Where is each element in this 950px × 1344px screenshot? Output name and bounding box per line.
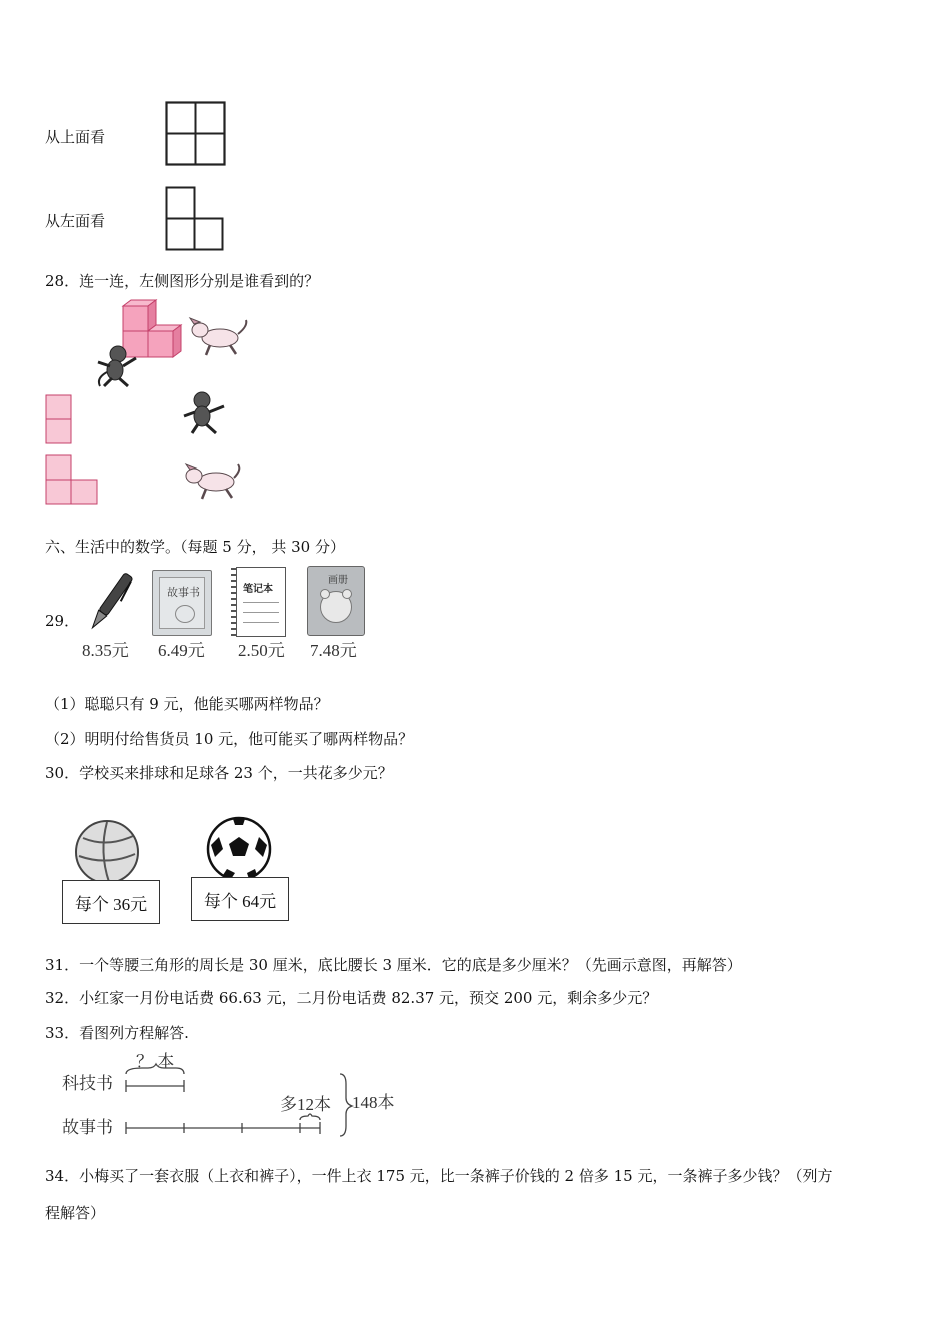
soccer-ball-icon <box>205 815 273 881</box>
album-cover-label: 画册 <box>328 575 348 586</box>
volleyball-icon <box>73 818 141 884</box>
dog-icon <box>180 460 242 502</box>
option-figure-2 <box>45 454 101 506</box>
view-top-label: 从上面看 <box>45 128 106 146</box>
q31-number: 31． <box>45 956 80 974</box>
q34-text-2: 程解答） <box>45 1204 106 1222</box>
q30-text: 学校买来排球和足球各 23 个，一共花多少元？ <box>79 764 393 782</box>
q33-number: 33． <box>45 1024 80 1042</box>
dog-icon <box>190 318 246 355</box>
diagram-row1-label: 科技书 <box>62 1074 113 1093</box>
q28-line <box>45 271 319 291</box>
monkey-icon <box>180 390 230 436</box>
q30-number: 30． <box>45 764 80 782</box>
price-album: 7.48元 <box>310 641 357 660</box>
pen-icon <box>88 568 134 638</box>
top-view-figure <box>165 101 227 167</box>
notebook-cover-label: 笔记本 <box>243 584 273 595</box>
q31-text: 一个等腰三角形的周长是 30 厘米，底比腰长 3 厘米．它的底是多少厘米？（先画示意图，再解答） <box>79 956 742 974</box>
q29-sub2: （2）明明付给售货员 10 元，他可能买了哪两样物品？ <box>45 730 414 748</box>
soccer-price: 每个 64元 <box>203 891 277 911</box>
q32-number: 32． <box>45 989 80 1007</box>
price-pen: 8.35元 <box>82 641 129 660</box>
q32-line <box>45 988 657 1008</box>
line-diagram <box>120 1064 360 1140</box>
price-notebook: 2.50元 <box>238 641 285 660</box>
q34-number: 34． <box>45 1167 80 1185</box>
storybook-icon <box>152 570 212 636</box>
q29-sub1: （1）聪聪只有 9 元，他能买哪两样物品？ <box>45 695 329 713</box>
diagram-more: 多12本 <box>280 1095 331 1114</box>
storybook-cover-label: 故事书 <box>167 586 200 599</box>
left-view-figure <box>165 186 225 252</box>
q33-text: 看图列方程解答. <box>79 1024 189 1042</box>
q29-number: 29． <box>45 612 80 630</box>
q34-line1 <box>45 1166 832 1186</box>
option-figure-1 <box>45 394 75 446</box>
notebook-icon <box>236 567 286 637</box>
cubes-scene <box>90 298 255 390</box>
q28-text: 连一连，左侧图形分别是谁看到的？ <box>79 272 320 290</box>
soccer-price-box <box>191 877 289 921</box>
price-storybook: 6.49元 <box>158 641 205 660</box>
diagram-unknown: ？ 本 <box>136 1052 175 1071</box>
diagram-row2-label: 故事书 <box>62 1118 113 1137</box>
q28-number: 28． <box>45 272 80 290</box>
diagram-total: 148本 <box>352 1093 395 1112</box>
q34-text-1: 小梅买了一套衣服（上衣和裤子），一件上衣 175 元，比一条裤子价钱的 2 倍多 15 元，一条裤子多少钱？（列方 <box>79 1167 833 1185</box>
q31-line <box>45 955 742 975</box>
volleyball-price-box <box>62 880 160 924</box>
q33-line <box>45 1023 189 1043</box>
pink-cubes <box>123 300 181 357</box>
section6-title: 六、生活中的数学。（每题 5 分， 共 30 分） <box>45 538 345 556</box>
q32-text: 小红家一月份电话费 66.63 元，二月份电话费 82.37 元，预交 200 元，剩余多少元？ <box>79 989 658 1007</box>
album-icon <box>307 566 365 636</box>
volleyball-price: 每个 36元 <box>74 894 148 914</box>
view-left-label: 从左面看 <box>45 212 106 230</box>
q30-line <box>45 763 393 783</box>
